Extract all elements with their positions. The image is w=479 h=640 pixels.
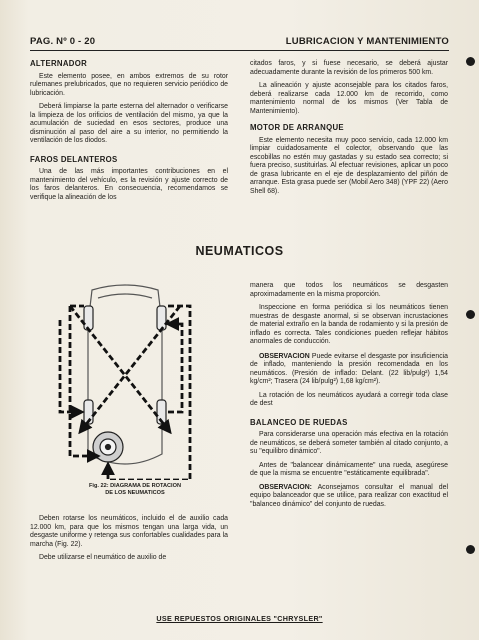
spare-wheel bbox=[93, 432, 123, 462]
heading-balanceo: BALANCEO DE RUEDAS bbox=[250, 417, 348, 427]
caption-line: Fig. 22: DIAGRAMA DE ROTACION bbox=[89, 483, 181, 489]
observation-text: Puede evitarse el desgaste por insuficiencia de inflado, manteniendo la presión recomendada en los neumáticos. (Presión de inflado: Delant. (22 lib/pulg²) 1,54 kg/cm²; Trasera (24 lib/pulg²) 1,68 kg/cm²). bbox=[250, 352, 448, 385]
paragraph: Antes de "balancear dinámicamente" una rueda, asegúrese de que la misma se encuentre "estáticamente equilibrada". bbox=[250, 461, 448, 477]
paragraph: La alineación y ajuste aconsejable para los citados faros, deberá realizarse cada 12.000 km de recorrido, como mantenimiento normal de los mismos (Ver Tabla de Mantenimiento). bbox=[250, 82, 448, 115]
figure-caption bbox=[60, 483, 210, 497]
section-heading-neumaticos: NEUMATICOS bbox=[195, 244, 284, 258]
paragraph: Deberá limpiarse la parte esterna del alternador o verificarse la limpieza de los orificios de ventilación del mismo, ya que la acumulación de suciedad en esos sectores, produce una disminución al paso del aire a su interior, no permitiendo la ventilación de los diodos. bbox=[30, 103, 228, 144]
paragraph: manera que todos los neumáticos se desgasten aproximadamente en la misma proporción. bbox=[250, 282, 448, 298]
section-title: LUBRICACION Y MANTENIMIENTO bbox=[285, 36, 449, 47]
punch-hole-bottom bbox=[466, 545, 475, 554]
page-number: PAG. Nº 0 - 20 bbox=[30, 36, 96, 47]
observation-label-2: OBSERVACION: bbox=[259, 483, 312, 491]
footer-text: USE REPUESTOS ORIGINALES "CHRYSLER" bbox=[156, 614, 323, 623]
right-column-bottom bbox=[250, 282, 448, 514]
observation-text-2: Aconsejamos consultar el manual del equipo balanceador que se utilice, para realizar con exactitud el "balanceo dinámico" del conjunto de ruedas. bbox=[250, 483, 448, 508]
heading-faros: FAROS DELANTEROS bbox=[30, 154, 118, 164]
paragraph: Inspeccione en forma periódica si los neumáticos tienen muestras de desgaste anormal, si se observan incrustaciones de material extraño en la banda de rodamiento y si la presión de inflado es correcta. Tales condiciones pueden reflejar hábitos anormales de conducción. bbox=[250, 304, 448, 345]
observation-block-2 bbox=[250, 484, 448, 510]
footer bbox=[0, 614, 479, 623]
rotation-arrows bbox=[60, 306, 190, 480]
paragraph: citados faros, y si fuese necesario, se deberá ajustar adecuadamente durante la revisión de los primeros 500 km. bbox=[250, 60, 448, 76]
right-column-top bbox=[250, 60, 448, 201]
left-column-top bbox=[30, 60, 228, 207]
paragraph: Este elemento necesita muy poco servicio, cada 12.000 km limpiar cuidadosamente el colector, observando que las escobillas no estén muy gastadas y su estado sea correcto; si fuera preciso, sustituirlas. Al efectuar revisiones, aplicar un poco de grasa lubricante en el eje de desplazamiento del piñón de arranque. Esta grasa puede ser (Mobil Aero 348) (YPF 22) (Aero Shell 68). bbox=[250, 136, 448, 195]
heading-alternador: ALTERNADOR bbox=[30, 59, 87, 68]
header-rule bbox=[30, 50, 449, 51]
caption-line: DE LOS NEUMATICOS bbox=[105, 490, 165, 496]
paragraph: Debe utilizarse el neumático de auxilio de bbox=[39, 554, 167, 561]
punch-hole-top bbox=[466, 57, 475, 66]
observation-block bbox=[250, 353, 448, 387]
punch-hole-middle bbox=[466, 310, 475, 319]
wheel-front-left bbox=[84, 306, 93, 330]
heading-motor: MOTOR DE ARRANQUE bbox=[250, 123, 344, 132]
wheel-front-right bbox=[157, 306, 166, 330]
tire-rotation-diagram bbox=[50, 284, 200, 480]
paragraph: La rotación de los neumáticos ayudará a corregir toda clase de dest bbox=[250, 391, 448, 407]
paragraph: Una de las más importantes contribuciones en el mantenimiento del vehículo, es la revisión y ajuste correcto de los faros delanteros. En consecuencia, recomendamos se verifique la alineación de los bbox=[30, 168, 228, 201]
observation-label: OBSERVACION bbox=[259, 352, 310, 360]
paragraph: Este elemento posee, en ambos extremos de su rotor rulemanes prelubricados, que no requieren servicio periódico de lubricación. bbox=[30, 72, 228, 97]
paragraph: Para considerarse una operación más efectiva en la rotación de neumáticos, se deberá someter también al citado conjunto, a su "equilibro dinámico". bbox=[250, 431, 448, 455]
left-column-bottom bbox=[30, 515, 228, 568]
paragraph: Deben rotarse los neumáticos, incluido el de auxilio cada 12.000 km, para que los mismos tengan una larga vida, un desgaste uniforme y retenga sus confortables cualidades para la marcha (Fig. 22). bbox=[30, 515, 228, 548]
